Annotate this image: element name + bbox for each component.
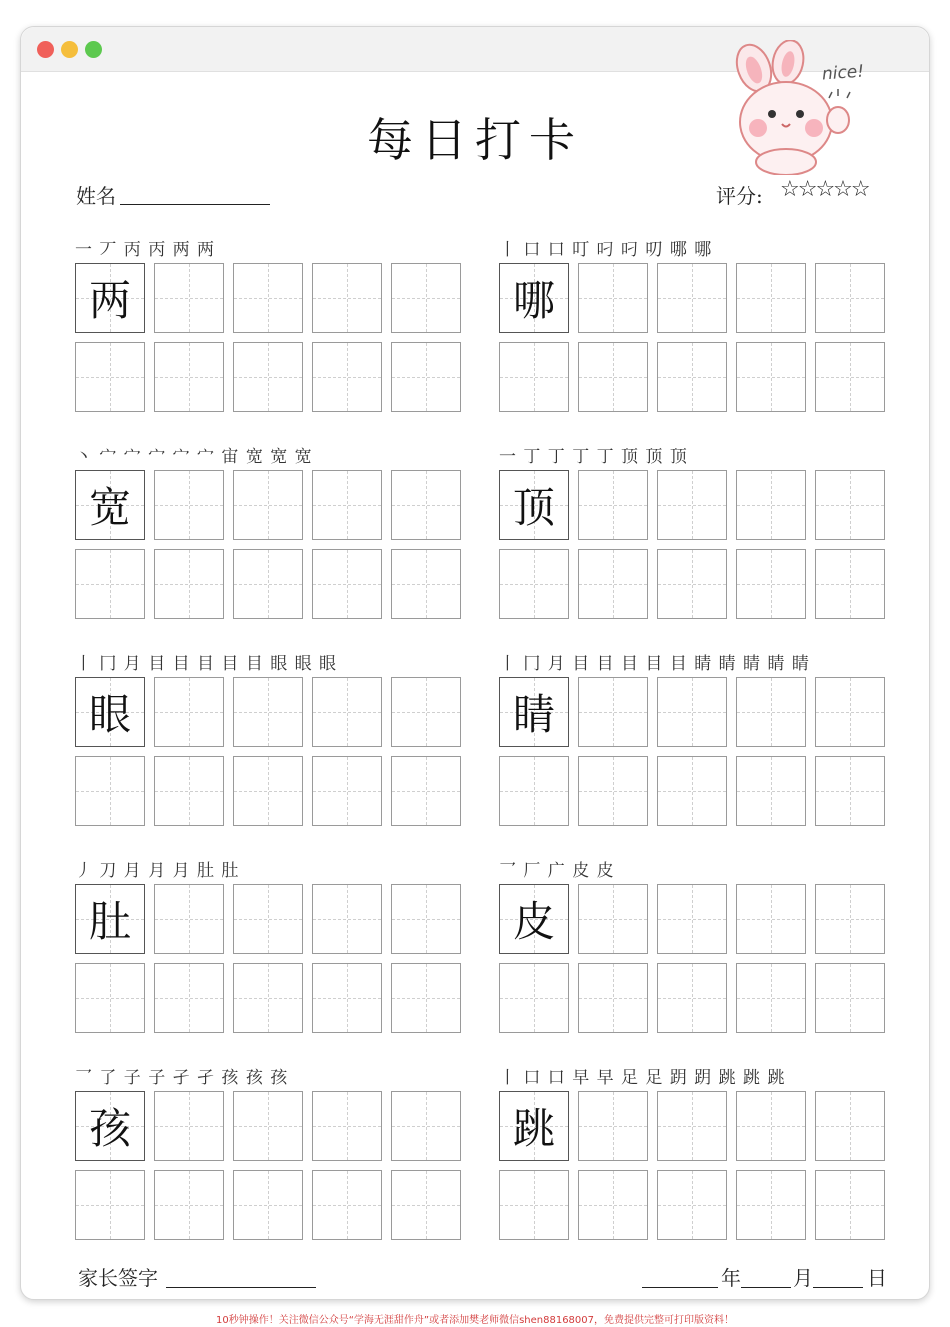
parent-signature-label: 家长签字 [78,1266,158,1290]
writing-practice-cell[interactable] [154,1091,224,1161]
stroke-order-text: 丶 宀 宀 宀 宀 宀 宙 宽 宽 宽 [75,447,313,467]
writing-practice-cell[interactable] [154,470,224,540]
model-character: 宽 [88,483,131,532]
page-title: 每日打卡 [367,113,583,167]
model-character-cell [75,884,145,954]
writing-practice-cell[interactable] [75,756,145,826]
writing-practice-cell[interactable] [312,884,382,954]
writing-practice-cell[interactable] [657,963,727,1033]
writing-practice-cell[interactable] [154,549,224,619]
writing-practice-cell[interactable] [233,884,303,954]
writing-practice-cell[interactable] [154,884,224,954]
model-character: 皮 [512,897,555,946]
year-label: 年 [721,1266,741,1290]
model-character: 哪 [512,276,555,325]
writing-practice-cell[interactable] [499,963,569,1033]
writing-practice-cell[interactable] [578,263,648,333]
writing-practice-cell[interactable] [233,263,303,333]
stroke-order-text: 丿 刀 月 月 月 肚 肚 [75,861,240,881]
writing-practice-cell[interactable] [312,549,382,619]
writing-practice-cell[interactable] [312,1091,382,1161]
model-character: 顶 [512,483,555,532]
writing-practice-cell[interactable] [233,470,303,540]
writing-practice-cell[interactable] [736,884,806,954]
writing-practice-cell[interactable] [578,342,648,412]
month-input-line[interactable] [741,1287,791,1288]
model-character: 眼 [88,690,131,739]
model-character: 孩 [88,1104,131,1153]
stroke-order-text: 乛 了 子 子 孑 孑 孩 孩 孩 [75,1068,289,1088]
writing-practice-cell[interactable] [312,963,382,1033]
writing-practice-cell[interactable] [815,470,885,540]
writing-practice-cell[interactable] [391,342,461,412]
writing-practice-cell[interactable] [736,756,806,826]
maximize-window-button[interactable] [85,41,102,58]
writing-practice-cell[interactable] [391,470,461,540]
writing-practice-cell[interactable] [657,1091,727,1161]
writing-practice-cell[interactable] [657,1170,727,1240]
writing-practice-cell[interactable] [578,677,648,747]
model-character-cell [499,470,569,540]
day-label: 日 [867,1266,887,1290]
writing-practice-cell[interactable] [154,1170,224,1240]
stroke-order-text: 丨 冂 月 目 目 目 目 目 睛 睛 睛 睛 睛 [499,654,810,674]
writing-practice-cell[interactable] [736,263,806,333]
stroke-order-text: 乛 厂 广 皮 皮 [499,861,615,881]
writing-practice-cell[interactable] [657,342,727,412]
stroke-order-text: 一 丁 丁 丁 丁 顶 顶 顶 [499,447,688,467]
writing-practice-cell[interactable] [391,1091,461,1161]
writing-practice-cell[interactable] [75,1170,145,1240]
model-character-cell [499,677,569,747]
year-input-line[interactable] [642,1287,718,1288]
stroke-order-text: 一 丆 丙 丙 两 两 [75,240,216,260]
writing-practice-cell[interactable] [815,342,885,412]
writing-practice-cell[interactable] [578,884,648,954]
writing-practice-cell[interactable] [233,963,303,1033]
writing-practice-cell[interactable] [499,756,569,826]
writing-practice-cell[interactable] [736,342,806,412]
stroke-order-text: 丨 口 口 早 早 足 足 跀 跀 跳 跳 跳 [499,1068,786,1088]
model-character-cell [499,1091,569,1161]
model-character-cell [499,263,569,333]
writing-practice-cell[interactable] [312,470,382,540]
writing-practice-cell[interactable] [736,549,806,619]
writing-practice-cell[interactable] [233,677,303,747]
writing-practice-cell[interactable] [578,1170,648,1240]
parent-signature-line[interactable] [166,1287,316,1288]
writing-practice-cell[interactable] [578,963,648,1033]
model-character: 跳 [512,1104,555,1153]
close-window-button[interactable] [37,41,54,58]
month-label: 月 [793,1266,813,1290]
day-input-line[interactable] [813,1287,863,1288]
writing-practice-cell[interactable] [75,549,145,619]
sticker-nice-text: nice! [821,61,865,85]
writing-practice-cell[interactable] [391,1170,461,1240]
writing-practice-cell[interactable] [815,677,885,747]
stroke-order-text: 丨 口 口 叮 叼 叼 叨 哪 哪 [499,240,713,260]
writing-practice-cell[interactable] [815,549,885,619]
writing-practice-cell[interactable] [312,756,382,826]
writing-practice-cell[interactable] [391,884,461,954]
writing-practice-cell[interactable] [657,549,727,619]
writing-practice-cell[interactable] [154,677,224,747]
writing-practice-cell[interactable] [815,1091,885,1161]
minimize-window-button[interactable] [61,41,78,58]
writing-practice-cell[interactable] [736,1091,806,1161]
writing-practice-cell[interactable] [233,1091,303,1161]
writing-practice-cell[interactable] [657,470,727,540]
model-character-cell [75,470,145,540]
writing-practice-cell[interactable] [657,884,727,954]
model-character-cell [75,1091,145,1161]
writing-practice-cell[interactable] [499,549,569,619]
writing-practice-cell[interactable] [657,756,727,826]
writing-practice-cell[interactable] [815,963,885,1033]
writing-practice-cell[interactable] [391,756,461,826]
writing-practice-cell[interactable] [736,470,806,540]
stroke-order-text: 丨 冂 月 目 目 目 目 目 眼 眼 眼 [75,654,338,674]
writing-practice-cell[interactable] [312,263,382,333]
writing-practice-cell[interactable] [499,342,569,412]
model-character: 肚 [88,897,131,946]
score-label: 评分: [716,184,763,208]
writing-practice-cell[interactable] [233,756,303,826]
writing-practice-cell[interactable] [312,342,382,412]
writing-practice-cell[interactable] [391,963,461,1033]
writing-practice-cell[interactable] [815,263,885,333]
writing-practice-cell[interactable] [154,963,224,1033]
writing-practice-cell[interactable] [657,677,727,747]
writing-practice-cell[interactable] [75,342,145,412]
writing-practice-cell[interactable] [736,677,806,747]
watermark-text: 10秒钟操作！关注微信公众号“学海无涯甜作舟”或者添加樊老师微信shen88168007，免费提供完整可打印版资料！ [215,1315,735,1326]
writing-practice-cell[interactable] [391,677,461,747]
writing-practice-cell[interactable] [736,1170,806,1240]
writing-practice-cell[interactable] [657,263,727,333]
writing-practice-cell[interactable] [154,342,224,412]
writing-practice-cell[interactable] [233,342,303,412]
writing-practice-cell[interactable] [578,1091,648,1161]
rating-stars-icon[interactable]: ☆☆☆☆☆ [780,177,869,202]
writing-practice-cell[interactable] [578,470,648,540]
writing-practice-cell[interactable] [578,549,648,619]
writing-practice-cell[interactable] [154,756,224,826]
writing-practice-cell[interactable] [736,963,806,1033]
model-character: 两 [88,276,131,325]
writing-practice-cell[interactable] [815,1170,885,1240]
name-input-line[interactable] [120,204,270,205]
writing-practice-cell[interactable] [312,677,382,747]
writing-practice-cell[interactable] [815,884,885,954]
model-character-cell [75,677,145,747]
writing-practice-cell[interactable] [154,263,224,333]
model-character-cell [75,263,145,333]
writing-practice-cell[interactable] [233,1170,303,1240]
writing-practice-cell[interactable] [815,756,885,826]
writing-practice-cell[interactable] [312,1170,382,1240]
writing-practice-cell[interactable] [391,263,461,333]
writing-practice-cell[interactable] [499,1170,569,1240]
model-character: 睛 [512,690,555,739]
writing-practice-cell[interactable] [233,549,303,619]
model-character-cell [499,884,569,954]
writing-practice-cell[interactable] [578,756,648,826]
name-label: 姓名 [76,184,116,208]
writing-practice-cell[interactable] [391,549,461,619]
writing-practice-cell[interactable] [75,963,145,1033]
